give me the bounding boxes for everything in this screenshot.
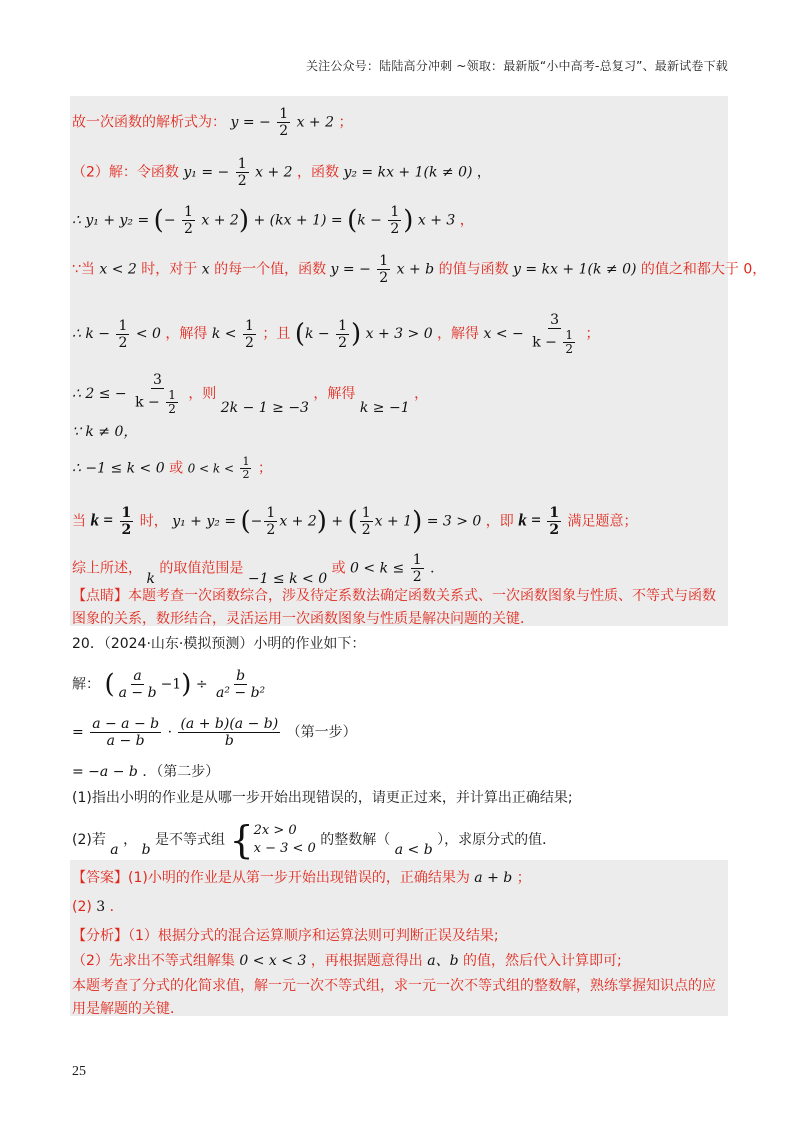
label: ，即 bbox=[485, 513, 514, 530]
num: 1 bbox=[549, 505, 560, 521]
num: (a + b)(a − b) bbox=[180, 716, 279, 732]
math: x + 3 bbox=[417, 212, 456, 229]
math: x + b bbox=[396, 261, 435, 278]
math: a、b bbox=[427, 953, 459, 969]
math: k − bbox=[304, 326, 330, 342]
math: ∴ 2 ≤ − bbox=[72, 386, 127, 402]
label: 是不等式组 bbox=[154, 832, 225, 848]
fraction bbox=[547, 505, 561, 538]
den-part: k − bbox=[135, 394, 165, 411]
math: x + 2 bbox=[279, 513, 317, 530]
math: x + 2 bbox=[201, 212, 239, 229]
fraction bbox=[178, 716, 280, 749]
num: 1 bbox=[390, 204, 400, 220]
punct: ； bbox=[516, 870, 531, 886]
math: k bbox=[146, 570, 155, 587]
paren: ( bbox=[294, 319, 305, 349]
punct: ， bbox=[459, 212, 474, 229]
label: 【答案】(1)小明的作业是从第一步开始出现错误的，正确结果为 bbox=[72, 870, 470, 886]
math: k < bbox=[211, 326, 237, 342]
comment-line-1: 【点睛】本题考查一次函数综合，涉及待定系数法确定函数关系式、一次函数图象与性质、不等式与函数 bbox=[72, 588, 716, 604]
page-number: 25 bbox=[72, 1064, 86, 1079]
num: 1 bbox=[121, 505, 132, 521]
label: 解： bbox=[72, 676, 100, 693]
punct: ， bbox=[414, 386, 429, 402]
math: a < b bbox=[394, 842, 433, 858]
punct: ； bbox=[338, 114, 353, 131]
homework-expression bbox=[72, 668, 269, 701]
num: 3 bbox=[550, 312, 560, 328]
den: a − b bbox=[106, 733, 145, 749]
math: = −a − b bbox=[72, 764, 138, 780]
label: 的整数解（ bbox=[320, 832, 391, 848]
line-analytic bbox=[72, 106, 352, 139]
line-k-range bbox=[72, 456, 272, 481]
label: 的值之和都大于 0， bbox=[640, 261, 767, 278]
label: 满足题意； bbox=[567, 513, 638, 530]
fraction bbox=[388, 204, 401, 237]
label: 当 bbox=[72, 513, 86, 530]
question-part-1: (1)指出小明的作业是从哪一步开始出现错误的，请更正过来，并计算出正确结果; bbox=[72, 790, 573, 806]
label: 的值，然后代入计算即可; bbox=[463, 953, 622, 969]
math: + bbox=[331, 513, 344, 530]
answer-line-1 bbox=[72, 868, 531, 888]
label: ；且 bbox=[262, 326, 291, 342]
math: · bbox=[167, 724, 173, 741]
den bbox=[133, 389, 182, 416]
line-inequality bbox=[72, 372, 428, 416]
num: 1 bbox=[279, 106, 289, 122]
math: −1 ≤ k < 0 bbox=[247, 570, 328, 587]
num: 1 bbox=[118, 317, 128, 334]
den: 2 bbox=[242, 468, 250, 481]
label: ，函数 bbox=[296, 164, 339, 181]
math: + (kx + 1) = bbox=[253, 212, 343, 229]
math: x + 3 > 0 bbox=[365, 326, 433, 342]
num: 1 bbox=[361, 505, 371, 521]
label: ∵当 bbox=[72, 261, 95, 278]
math: ∴ −1 ≤ k < 0 bbox=[72, 460, 165, 477]
math: b bbox=[141, 842, 151, 858]
label: ，则 bbox=[188, 386, 217, 402]
paren: ) bbox=[181, 669, 192, 700]
label: 或 bbox=[169, 460, 184, 477]
punct: ． bbox=[430, 560, 445, 577]
num: 1 bbox=[242, 455, 250, 468]
math: k bbox=[518, 510, 527, 530]
den: 2 bbox=[184, 221, 193, 237]
den: a − b bbox=[118, 685, 157, 701]
fraction bbox=[243, 318, 256, 351]
math: x + 2 bbox=[255, 164, 293, 181]
fraction bbox=[411, 552, 424, 585]
punct: ， bbox=[123, 832, 138, 848]
line-sum bbox=[72, 204, 474, 237]
math: ∴ y₁ + y₂ = bbox=[72, 212, 150, 229]
paren: ( bbox=[347, 205, 358, 236]
punct: ； bbox=[257, 460, 272, 477]
paren: ) bbox=[351, 319, 362, 349]
punct: ． bbox=[109, 899, 124, 915]
den: 2 bbox=[390, 221, 400, 237]
math: k − bbox=[357, 212, 382, 229]
fraction bbox=[264, 505, 277, 538]
math: x < − bbox=[483, 326, 524, 342]
num: 1 bbox=[565, 328, 573, 342]
line-let-functions bbox=[72, 156, 491, 189]
num: 1 bbox=[379, 253, 389, 269]
num: 3 bbox=[153, 372, 162, 388]
fraction bbox=[117, 668, 159, 701]
analysis-line-1: 【分析】（1）根据分式的混合运算顺序和运算法则可判断正误及结果; bbox=[72, 928, 499, 944]
row: x − 3 < 0 bbox=[253, 841, 316, 856]
row: 2x > 0 bbox=[253, 823, 297, 838]
den: 2 bbox=[266, 522, 276, 538]
math: x + 2 bbox=[296, 114, 334, 131]
math: x + 1 bbox=[374, 513, 413, 530]
math: a + b bbox=[474, 870, 513, 886]
line-solve-k bbox=[72, 312, 599, 356]
num: 1 bbox=[184, 204, 193, 220]
fraction bbox=[377, 253, 390, 286]
page-header: 关注公众号：陆陆高分冲刺 ~领取：最新版“小中高考-总复习”、最新试卷下载 bbox=[305, 59, 728, 73]
punct: ， bbox=[476, 164, 491, 181]
math: 0 < k < bbox=[187, 461, 235, 476]
math: x < 2 bbox=[99, 261, 137, 278]
label: 的值与函数 bbox=[438, 261, 509, 278]
den: 2 bbox=[121, 522, 132, 538]
label: ），求原分式的值． bbox=[437, 832, 557, 848]
math: y = kx + 1(k ≠ 0) bbox=[513, 261, 637, 278]
math: y = − bbox=[230, 114, 271, 131]
line-check-half bbox=[72, 505, 638, 538]
analysis-line-4: 用是解题的关键． bbox=[72, 1001, 184, 1017]
fraction bbox=[530, 312, 579, 356]
paren: ( bbox=[153, 205, 164, 236]
den: 2 bbox=[412, 569, 422, 585]
answer-line-2 bbox=[72, 897, 124, 917]
paren: ( bbox=[347, 506, 358, 537]
inequality-system bbox=[254, 822, 316, 858]
fraction bbox=[336, 318, 349, 351]
den-part: k − bbox=[532, 334, 562, 351]
fraction bbox=[182, 204, 195, 237]
math: 0 < x < 3 bbox=[239, 953, 307, 969]
fraction bbox=[360, 505, 373, 538]
den: 2 bbox=[338, 334, 348, 351]
num: 1 bbox=[168, 388, 176, 402]
analysis-line-2 bbox=[72, 951, 622, 971]
num: 1 bbox=[244, 317, 254, 334]
label: ，解得 bbox=[165, 326, 208, 342]
math: = bbox=[531, 510, 541, 530]
minus: − bbox=[250, 513, 263, 530]
math: y₁ + y₂ = bbox=[172, 513, 237, 530]
math: = bbox=[72, 724, 84, 741]
math: − bbox=[163, 212, 176, 229]
math: y₁ = − bbox=[183, 164, 230, 181]
den: 2 bbox=[379, 270, 389, 286]
paren: ) bbox=[316, 506, 327, 537]
analysis-line-3: 本题考查了分式的化简求值，解一元一次不等式组，求一元一次不等式组的整数解，熟练掌握知识点的应 bbox=[72, 978, 716, 994]
label: 的每一个值，函数 bbox=[214, 261, 327, 278]
label: （第一步） bbox=[286, 724, 357, 741]
punct: ； bbox=[585, 326, 600, 342]
paren: ( bbox=[240, 506, 251, 537]
comment-line-2: 图象的关系，数形结合，灵活运用一次函数图象与性质是解决问题的关键． bbox=[72, 611, 534, 627]
num: 1 bbox=[412, 552, 422, 568]
homework-step-1 bbox=[72, 716, 357, 749]
label: 或 bbox=[331, 560, 346, 577]
fraction bbox=[277, 106, 290, 139]
label: ．（第二步） bbox=[142, 764, 220, 780]
fraction bbox=[214, 668, 267, 701]
fraction bbox=[116, 318, 129, 351]
inner-fraction bbox=[563, 329, 575, 356]
label: （2）解：令函数 bbox=[72, 164, 179, 181]
question-part-2 bbox=[72, 818, 557, 862]
den: 2 bbox=[237, 173, 247, 189]
paren: ( bbox=[104, 669, 115, 700]
den bbox=[530, 329, 579, 356]
label: 故一次函数的解析式为： bbox=[72, 114, 226, 131]
fraction bbox=[236, 156, 249, 189]
den: 2 bbox=[118, 334, 128, 351]
math: y₂ = kx + 1(k ≠ 0) bbox=[343, 164, 473, 181]
math: ÷ bbox=[195, 676, 208, 693]
label: (2)若 bbox=[72, 832, 106, 848]
fraction bbox=[90, 716, 161, 749]
num: a − a − b bbox=[92, 716, 160, 732]
paren: ) bbox=[403, 205, 414, 236]
label: （2）先求出不等式组解集 bbox=[72, 953, 235, 969]
line-conclusion bbox=[72, 552, 444, 585]
paren: ) bbox=[238, 205, 249, 236]
question-20-title: 20．（2024·山东·模拟预测）小明的作业如下： bbox=[72, 636, 366, 652]
math: a bbox=[110, 842, 119, 858]
fraction bbox=[240, 456, 251, 481]
math: ∴ k − bbox=[72, 326, 111, 342]
label: (2) bbox=[72, 899, 92, 915]
num: 1 bbox=[266, 505, 276, 521]
label: 的取值范围是 bbox=[159, 560, 244, 577]
den: 2 bbox=[279, 123, 289, 139]
label: 时， bbox=[139, 513, 168, 530]
num: b bbox=[236, 668, 246, 684]
line-condition bbox=[72, 253, 766, 286]
label: ，解得 bbox=[437, 326, 480, 342]
den: 2 bbox=[361, 522, 371, 538]
line-k-nonzero: ∵ k ≠ 0， bbox=[72, 424, 138, 440]
den: 2 bbox=[168, 402, 176, 416]
inner-fraction bbox=[166, 389, 178, 416]
math: y = − bbox=[330, 261, 371, 278]
homework-step-2 bbox=[72, 762, 219, 782]
fraction bbox=[120, 505, 134, 538]
fraction bbox=[133, 372, 182, 416]
math: −1 bbox=[160, 676, 182, 693]
math: x bbox=[201, 261, 210, 278]
label: 综上所述， bbox=[72, 560, 142, 577]
label: 时，对于 bbox=[141, 261, 198, 278]
math: < 0 bbox=[135, 326, 161, 342]
den: 2 bbox=[244, 334, 254, 351]
math: = bbox=[103, 510, 114, 530]
den: 2 bbox=[549, 522, 560, 538]
math: 2k − 1 ≥ −3 bbox=[220, 400, 309, 416]
den: a² − b² bbox=[216, 685, 266, 701]
paren: ) bbox=[412, 506, 423, 537]
math: k bbox=[90, 510, 99, 530]
math: 0 < k ≤ bbox=[350, 560, 405, 577]
math: 3 bbox=[96, 899, 106, 915]
num: a bbox=[133, 668, 142, 684]
den: 2 bbox=[565, 342, 573, 356]
num: 1 bbox=[338, 317, 348, 334]
brace: { bbox=[229, 818, 254, 862]
label: ，解得 bbox=[313, 386, 356, 402]
math: k ≥ −1 bbox=[359, 400, 410, 416]
math: = 3 > 0 bbox=[426, 513, 482, 530]
label: ，再根据题意得出 bbox=[310, 953, 423, 969]
den: b bbox=[224, 733, 234, 749]
num: 1 bbox=[237, 156, 247, 172]
